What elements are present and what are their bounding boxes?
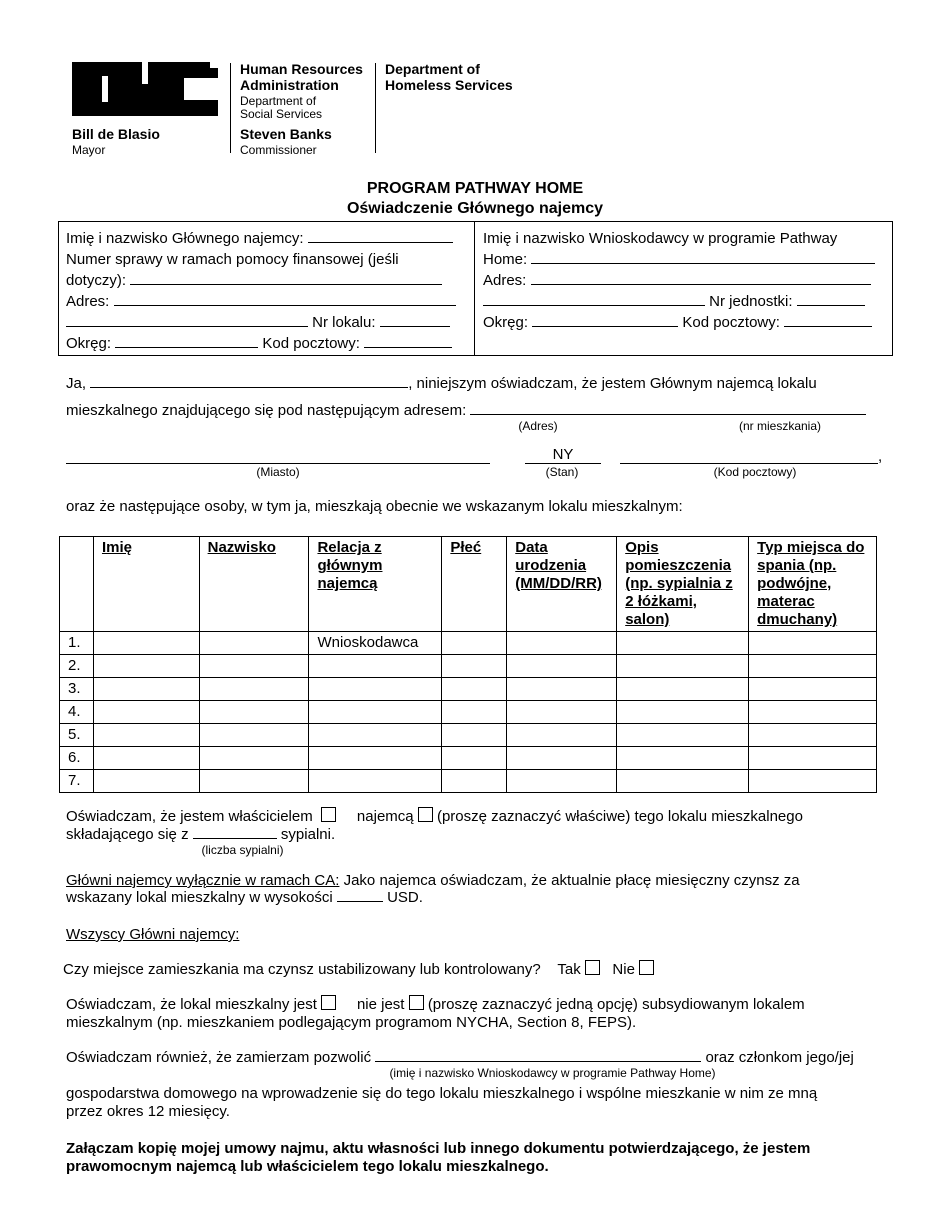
page-subtitle: Oświadczenie Głównego najemcy	[346, 200, 604, 217]
case-number-label-2: dotyczy):	[66, 272, 127, 289]
bedrooms-field[interactable]	[193, 824, 277, 839]
col-header-dob: Data urodzenia (MM/DD/RR)	[507, 537, 617, 632]
table-cell[interactable]	[617, 770, 749, 793]
table-row	[60, 747, 877, 770]
table-cell[interactable]	[507, 724, 617, 747]
zip-field[interactable]	[620, 463, 878, 464]
subsidy-text3: (proszę zaznaczyć jedną opcję) subsydiowanym lokalem	[427, 996, 805, 1013]
allow-text1: Oświadczam również, że zamierzam pozwolić	[66, 1049, 372, 1066]
declarant-name-field[interactable]	[90, 373, 408, 388]
owner-text5: sypialni.	[280, 826, 336, 843]
owner-checkbox[interactable]	[321, 807, 336, 822]
row-number-cell: 2.	[60, 655, 94, 678]
caption-bedrooms: (liczba sypialni)	[201, 843, 284, 857]
owner-text1: Oświadczam, że jestem właścicielem	[66, 808, 313, 825]
tenant-name-label: Imię i nazwisko Głównego najemcy:	[66, 230, 304, 247]
table-cell[interactable]	[93, 678, 199, 701]
table-cell[interactable]	[507, 701, 617, 724]
declaration-text1: , niniejszym oświadczam, że jestem Głównym najemcą lokalu	[408, 375, 817, 392]
final-line2: prawomocnym najemcą lub właścicielem tego lokalu mieszkalnego.	[66, 1158, 549, 1175]
declared-address-field[interactable]	[470, 400, 866, 415]
allow-line1	[66, 1047, 854, 1068]
declaration-text2: mieszkalnego znajdującego się pod następującym adresem:	[66, 402, 467, 419]
tenant-district-field[interactable]	[115, 333, 258, 348]
table-cell[interactable]	[93, 655, 199, 678]
table-cell[interactable]	[309, 678, 442, 701]
table-row	[60, 678, 877, 701]
table-header-row	[60, 537, 877, 632]
yes-checkbox[interactable]	[585, 960, 600, 975]
table-cell[interactable]	[309, 655, 442, 678]
table-cell[interactable]	[507, 678, 617, 701]
commissioner-name: Steven Banks	[240, 126, 332, 142]
table-cell[interactable]	[199, 632, 309, 655]
applicant-name-field[interactable]	[531, 249, 875, 264]
table-cell[interactable]	[507, 770, 617, 793]
persons-intro: oraz że następujące osoby, w tym ja, mieszkają obecnie we wskazanym lokalu mieszkalnym:	[66, 498, 683, 515]
table-cell[interactable]	[749, 770, 877, 793]
table-row	[60, 655, 877, 678]
row-number-cell: 3.	[60, 678, 94, 701]
owner-text3: (proszę zaznaczyć właściwe) tego lokalu mieszkalnego	[436, 808, 803, 825]
declaration-line2	[66, 400, 866, 421]
ca-text2: wskazany lokal mieszkalny w wysokości	[66, 889, 333, 906]
applicant-name-label-1: Imię i nazwisko Wnioskodawcy w programie Pathway	[483, 230, 838, 247]
table-cell[interactable]	[442, 655, 507, 678]
caption-zip: (Kod pocztowy)	[713, 465, 797, 479]
applicant-address-field-2[interactable]	[483, 291, 705, 306]
table-cell[interactable]	[617, 724, 749, 747]
table-row	[60, 701, 877, 724]
table-cell[interactable]	[93, 701, 199, 724]
table-cell[interactable]	[507, 655, 617, 678]
table-cell[interactable]	[617, 655, 749, 678]
dhs-line1: Department of	[385, 61, 480, 77]
applicant-zip-field[interactable]	[784, 312, 872, 327]
table-cell[interactable]: Wnioskodawca	[309, 632, 442, 655]
table-cell[interactable]	[749, 678, 877, 701]
table-row	[60, 724, 877, 747]
dss-line2: Social Services	[240, 107, 323, 121]
rent-control-question: Czy miejsce zamieszkania ma czynsz ustabilizowany lub kontrolowany?	[63, 961, 541, 978]
tenant-zip-label: Kod pocztowy:	[262, 335, 360, 352]
applicant-district-label: Okręg:	[483, 314, 529, 331]
allowed-applicant-field[interactable]	[375, 1047, 701, 1062]
table-cell[interactable]	[507, 747, 617, 770]
dss-line1: Department of	[240, 94, 317, 108]
city-field[interactable]	[66, 463, 490, 464]
applicant-district-field[interactable]	[532, 312, 678, 327]
ca-text1: Jako najemca oświadczam, że aktualnie płacę miesięczny czynsz za	[343, 872, 800, 889]
table-cell[interactable]	[199, 724, 309, 747]
table-row	[60, 770, 877, 793]
owner-text4: składającego się z	[66, 826, 189, 843]
mayor-title: Mayor	[72, 143, 106, 157]
declaration-line1	[66, 373, 817, 394]
applicant-name-label-2: Home:	[483, 251, 528, 268]
table-cell[interactable]	[309, 770, 442, 793]
final-line1: Załączam kopię mojej umowy najmu, aktu własności lub innego dokumentu potwierdzającego, że jestem	[66, 1140, 811, 1157]
dhs-line2: Homeless Services	[385, 77, 513, 93]
tenant-unit-label: Nr lokalu:	[312, 314, 376, 331]
table-cell[interactable]	[617, 632, 749, 655]
allow-text3: gospodarstwa domowego na wprowadzenie się do tego lokalu mieszkalnego i wspólne mieszkanie w nim ze mną	[66, 1085, 818, 1102]
all-tenants-label: Wszyscy Główni najemcy:	[66, 926, 240, 943]
caption-city: (Miasto)	[256, 465, 300, 479]
state-field[interactable]: NY	[525, 446, 601, 464]
tenant-address-label: Adres:	[66, 293, 110, 310]
table-cell[interactable]	[442, 701, 507, 724]
declaration-ja: Ja,	[66, 375, 87, 392]
table-cell[interactable]	[309, 747, 442, 770]
table-row	[60, 632, 877, 655]
table-cell[interactable]	[442, 724, 507, 747]
applicant-unit-label: Nr jednostki:	[709, 293, 793, 310]
col-header-sleeping: Typ miejsca do spania (np. podwójne, materac dmuchany)	[749, 537, 877, 632]
applicant-address-field[interactable]	[531, 270, 871, 285]
case-number-label-1: Numer sprawy w ramach pomocy finansowej (jeśli	[66, 251, 399, 268]
table-cell[interactable]	[749, 747, 877, 770]
table-cell[interactable]	[617, 701, 749, 724]
applicant-zip-label: Kod pocztowy:	[682, 314, 780, 331]
zip-comma: ,	[878, 448, 883, 465]
col-header-number	[60, 537, 94, 632]
table-cell[interactable]	[617, 747, 749, 770]
ca-line2	[66, 887, 423, 908]
right-box	[483, 228, 883, 333]
table-cell[interactable]	[442, 632, 507, 655]
table-cell[interactable]	[199, 747, 309, 770]
is-subsidized-checkbox[interactable]	[321, 995, 336, 1010]
subsidy-text2: nie jest	[356, 996, 405, 1013]
table-cell[interactable]	[199, 678, 309, 701]
tenant-unit-field[interactable]	[380, 312, 450, 327]
caption-apt: (nr mieszkania)	[738, 419, 822, 433]
table-cell[interactable]	[309, 724, 442, 747]
subsidy-text4: mieszkalnym (np. mieszkaniem podlegającym programom NYCHA, Section 8, FEPS).	[66, 1014, 637, 1031]
row-number-cell: 4.	[60, 701, 94, 724]
rent-control-line	[63, 959, 654, 980]
hra-line1: Human Resources	[240, 61, 363, 77]
row-number-cell: 6.	[60, 747, 94, 770]
table-cell[interactable]	[749, 655, 877, 678]
owner-text2: najemcą	[356, 808, 414, 825]
owner-line2	[66, 824, 335, 845]
col-header-last-name: Nazwisko	[199, 537, 309, 632]
table-cell[interactable]	[442, 678, 507, 701]
col-header-room: Opis pomieszczenia (np. sypialnia z 2 łóżkami, salon)	[617, 537, 749, 632]
row-number-cell: 1.	[60, 632, 94, 655]
table-cell[interactable]	[93, 632, 199, 655]
tenant-zip-field[interactable]	[364, 333, 452, 348]
tenant-checkbox[interactable]	[418, 807, 433, 822]
hra-line2: Administration	[240, 77, 339, 93]
ca-currency: USD.	[387, 889, 423, 906]
page-title: PROGRAM PATHWAY HOME	[366, 180, 584, 197]
col-header-first-name: Imię	[93, 537, 199, 632]
caption-applicant: (imię i nazwisko Wnioskodawcy w programie Pathway Home)	[389, 1066, 716, 1080]
nyc-logo	[72, 62, 218, 116]
table-cell[interactable]	[617, 678, 749, 701]
caption-state: (Stan)	[545, 465, 579, 479]
no-checkbox[interactable]	[639, 960, 654, 975]
no-label: Nie	[612, 961, 635, 978]
tenant-district-label: Okręg:	[66, 335, 112, 352]
col-header-sex: Płeć	[442, 537, 507, 632]
table-cell[interactable]	[199, 701, 309, 724]
table-cell[interactable]	[93, 770, 199, 793]
rent-field[interactable]	[337, 887, 383, 902]
col-header-relation: Relacja z głównym najemcą	[309, 537, 442, 632]
tenant-address-field-2[interactable]	[66, 312, 308, 327]
table-cell[interactable]	[507, 632, 617, 655]
left-box	[66, 228, 466, 354]
table-cell[interactable]	[93, 747, 199, 770]
mayor-name: Bill de Blasio	[72, 126, 160, 142]
ca-label: Główni najemcy wyłącznie w ramach CA:	[66, 872, 340, 889]
allow-text2: oraz członkom jego/jej	[705, 1049, 854, 1066]
household-table	[59, 536, 877, 793]
table-cell[interactable]	[442, 747, 507, 770]
table-cell[interactable]	[309, 701, 442, 724]
subsidy-text1: Oświadczam, że lokal mieszkalny jest	[66, 996, 317, 1013]
table-cell[interactable]	[749, 701, 877, 724]
table-cell[interactable]	[749, 724, 877, 747]
row-number-cell: 5.	[60, 724, 94, 747]
applicant-unit-field[interactable]	[797, 291, 865, 306]
tenant-address-field[interactable]	[114, 291, 456, 306]
yes-label: Tak	[557, 961, 581, 978]
case-number-field[interactable]	[130, 270, 442, 285]
row-number-cell: 7.	[60, 770, 94, 793]
table-cell[interactable]	[199, 770, 309, 793]
table-cell[interactable]	[442, 770, 507, 793]
table-cell[interactable]	[199, 655, 309, 678]
table-cell[interactable]	[749, 632, 877, 655]
not-subsidized-checkbox[interactable]	[409, 995, 424, 1010]
commissioner-title: Commissioner	[240, 143, 317, 157]
caption-address: (Adres)	[518, 419, 558, 433]
table-cell[interactable]	[93, 724, 199, 747]
tenant-name-field[interactable]	[308, 228, 453, 243]
applicant-address-label: Adres:	[483, 272, 527, 289]
allow-text4: przez okres 12 miesięcy.	[66, 1103, 230, 1120]
